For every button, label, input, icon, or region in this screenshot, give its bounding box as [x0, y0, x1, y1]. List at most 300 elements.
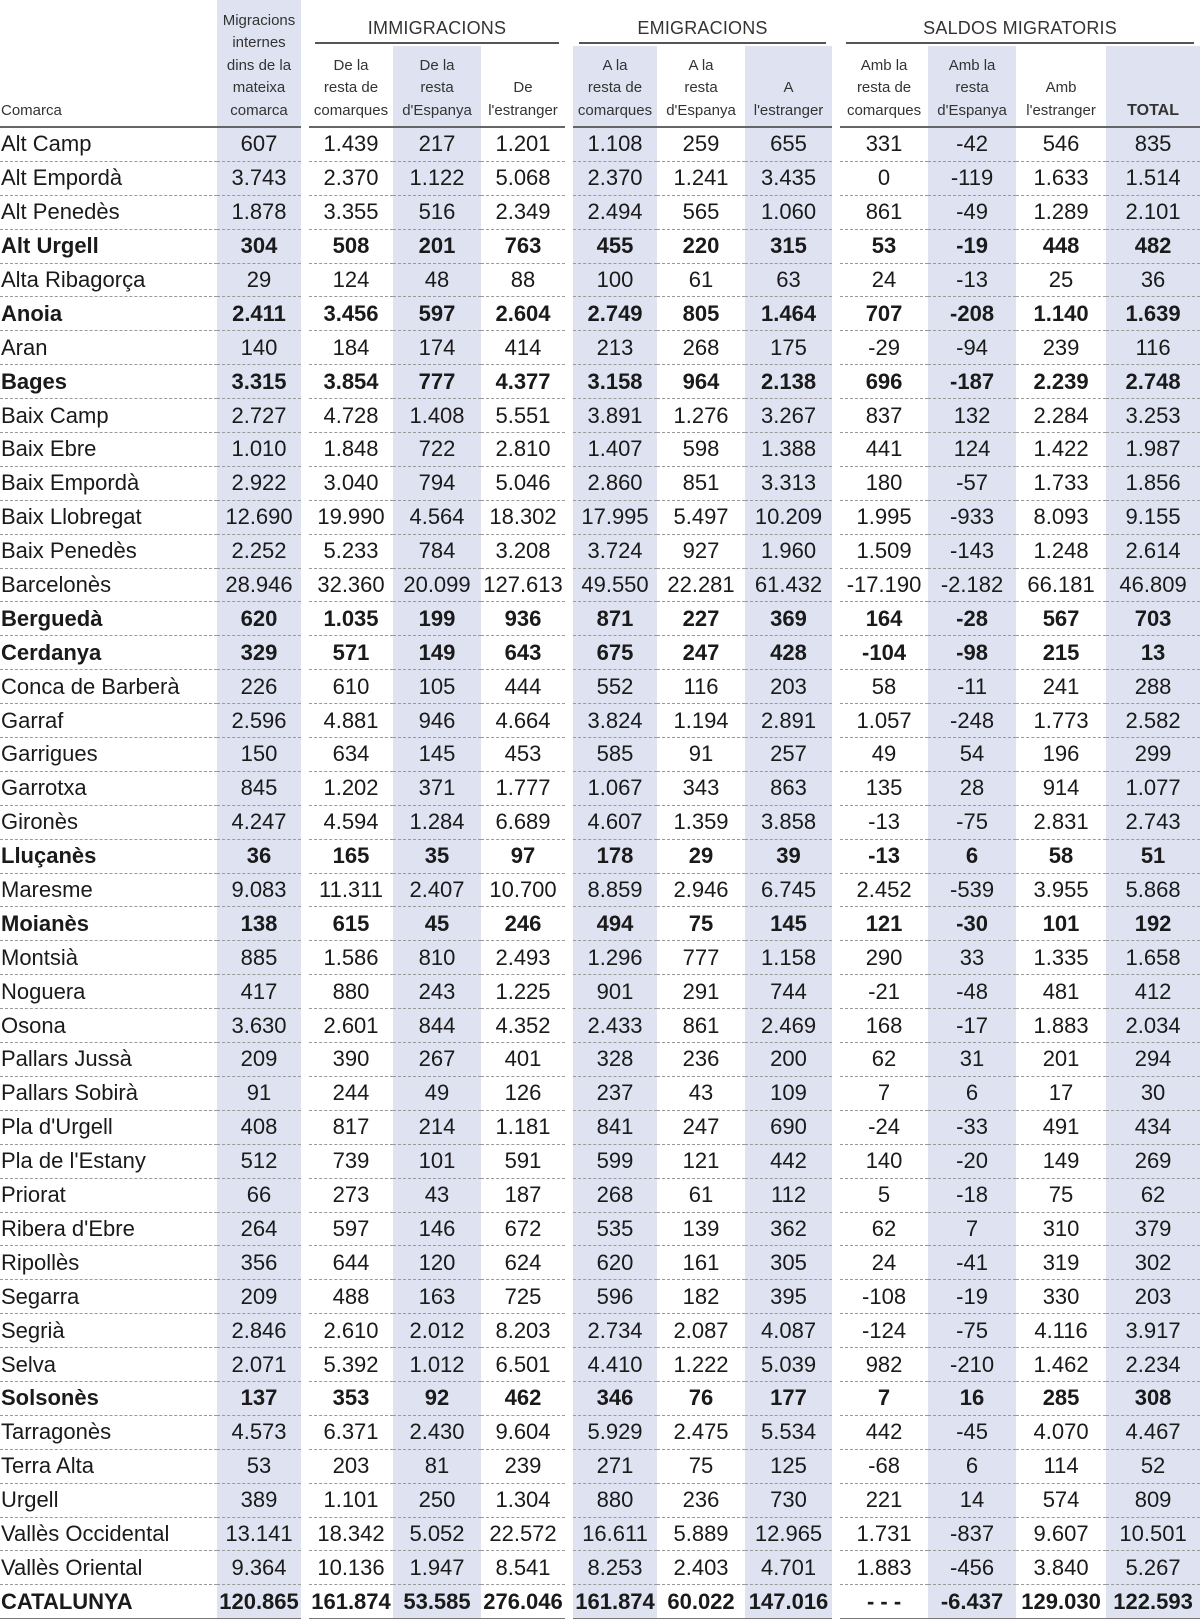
table-row: [0, 704, 1200, 738]
bal-comarques-header: [836, 46, 928, 126]
emi-to-abroad-cell: 175: [745, 331, 836, 365]
internal-migrations-cell: 329: [217, 636, 305, 670]
bal-total-cell: 3.917: [1106, 1314, 1200, 1348]
header-line: De la: [333, 56, 369, 74]
imm-from-comarques-cell: 3.040: [305, 466, 393, 500]
table-row: [0, 568, 1200, 602]
comarca-name: Urgell: [0, 1483, 217, 1517]
imm-from-spain-cell: 49: [393, 1076, 481, 1110]
bal-spain-cell: -13: [928, 263, 1016, 297]
header-line: resta: [684, 79, 718, 96]
bal-comarques-cell: 1.731: [836, 1517, 928, 1551]
bal-total-cell: 412: [1106, 975, 1200, 1009]
emi-to-abroad-cell: 744: [745, 975, 836, 1009]
bal-comarques-cell: 5: [836, 1178, 928, 1212]
bal-comarques-cell: 441: [836, 433, 928, 467]
header-line: Amb la: [948, 56, 996, 74]
bal-spain-cell: 6: [928, 1076, 1016, 1110]
comarca-name: Garrigues: [0, 738, 217, 772]
comarca-name: Vallès Occidental: [0, 1517, 217, 1551]
comarca-name: Baix Ebre: [0, 433, 217, 467]
bal-comarques-cell: 696: [836, 365, 928, 399]
emi-to-abroad-cell: 200: [745, 1043, 836, 1077]
bal-comarques-cell: 62: [836, 1212, 928, 1246]
imm-from-abroad-cell: 6.689: [481, 805, 569, 839]
table-row: [0, 1348, 1200, 1382]
bal-spain-cell: 7: [928, 1212, 1016, 1246]
comarca-name: Baix Penedès: [0, 534, 217, 568]
imm-from-comarques-cell: 3.456: [305, 297, 393, 331]
bal-spain-cell: -94: [928, 331, 1016, 365]
emi-to-spain-cell: 76: [657, 1381, 745, 1415]
table-row: [0, 941, 1200, 975]
imm-from-abroad-cell: 2.604: [481, 297, 569, 331]
emi-to-abroad-cell: 3.858: [745, 805, 836, 839]
imm-from-comarques-cell: 644: [305, 1246, 393, 1280]
imm-from-abroad-cell: 2.810: [481, 433, 569, 467]
internal-migrations-cell: 1.010: [217, 433, 305, 467]
imm-from-spain-cell: 2.407: [393, 873, 481, 907]
comarca-name: Aran: [0, 331, 217, 365]
comarca-name: Garrotxa: [0, 771, 217, 805]
emi-to-abroad-header: [745, 46, 836, 126]
internal-migrations-cell: 2.846: [217, 1314, 305, 1348]
header-line: Migracions: [222, 11, 296, 29]
bal-spain-cell: 6: [928, 839, 1016, 873]
bal-comarques-cell: 1.509: [836, 534, 928, 568]
table-row: [0, 534, 1200, 568]
emi-to-abroad-cell: 112: [745, 1178, 836, 1212]
comarca-name: Anoia: [0, 297, 217, 331]
imm-from-abroad-cell: 8.541: [481, 1551, 569, 1585]
internal-migrations-cell: 28.946: [217, 568, 305, 602]
bal-abroad-cell: 330: [1016, 1280, 1106, 1314]
emi-to-spain-cell: 851: [657, 466, 745, 500]
emi-to-comarques-cell: 3.891: [569, 399, 657, 433]
emi-to-spain-cell: 61: [657, 1178, 745, 1212]
internal-migrations-cell: 1.878: [217, 195, 305, 229]
emi-to-spain-cell: 2.475: [657, 1415, 745, 1449]
bal-total-cell: 122.593: [1106, 1585, 1200, 1619]
comarca-name: Moianès: [0, 907, 217, 941]
imm-from-spain-cell: 149: [393, 636, 481, 670]
bal-comarques-cell: 861: [836, 195, 928, 229]
internal-migrations-cell: 4.573: [217, 1415, 305, 1449]
bal-spain-cell: -75: [928, 1314, 1016, 1348]
imm-from-spain-cell: 217: [393, 127, 481, 161]
table-row: [0, 331, 1200, 365]
imm-from-spain-cell: 43: [393, 1178, 481, 1212]
header-line: comarca: [230, 101, 288, 119]
bal-comarques-cell: -21: [836, 975, 928, 1009]
table-row: [0, 365, 1200, 399]
bal-spain-cell: -41: [928, 1246, 1016, 1280]
internal-migrations-cell: 2.727: [217, 399, 305, 433]
imm-from-spain-cell: 810: [393, 941, 481, 975]
emi-to-spain-cell: 777: [657, 941, 745, 975]
emi-to-abroad-cell: 2.138: [745, 365, 836, 399]
bal-comarques-cell: 707: [836, 297, 928, 331]
emi-to-comarques-cell: 100: [569, 263, 657, 297]
emi-to-abroad-cell: 5.039: [745, 1348, 836, 1382]
imm-from-comarques-cell: 2.610: [305, 1314, 393, 1348]
imm-from-abroad-cell: 6.501: [481, 1348, 569, 1382]
bal-total-cell: 203: [1106, 1280, 1200, 1314]
comarca-name: Berguedà: [0, 602, 217, 636]
emi-to-comarques-cell: 49.550: [569, 568, 657, 602]
bal-abroad-cell: 2.239: [1016, 365, 1106, 399]
imm-from-comarques-cell: 11.311: [305, 873, 393, 907]
bal-spain-cell: -456: [928, 1551, 1016, 1585]
bal-abroad-cell: 285: [1016, 1381, 1106, 1415]
imm-from-abroad-cell: 444: [481, 670, 569, 704]
emi-to-comarques-cell: 271: [569, 1449, 657, 1483]
bal-total-cell: 2.034: [1106, 1009, 1200, 1043]
imm-from-comarques-cell: 4.881: [305, 704, 393, 738]
bal-abroad-cell: 574: [1016, 1483, 1106, 1517]
bal-comarques-cell: -13: [836, 839, 928, 873]
imm-from-abroad-cell: 2.349: [481, 195, 569, 229]
bal-spain-cell: -248: [928, 704, 1016, 738]
bal-comarques-cell: 24: [836, 1246, 928, 1280]
header-line: resta: [955, 79, 989, 96]
emi-to-comarques-cell: 2.494: [569, 195, 657, 229]
header-line: internes: [232, 34, 286, 51]
comarca-name: Selva: [0, 1348, 217, 1382]
bal-abroad-cell: 17: [1016, 1076, 1106, 1110]
bal-comarques-cell: 121: [836, 907, 928, 941]
imm-from-abroad-cell: 1.181: [481, 1110, 569, 1144]
emi-to-comarques-cell: 3.824: [569, 704, 657, 738]
emi-to-spain-cell: 139: [657, 1212, 745, 1246]
internal-migrations-header: [217, 0, 305, 126]
emi-to-abroad-cell: 305: [745, 1246, 836, 1280]
bal-abroad-cell: 1.462: [1016, 1348, 1106, 1382]
bal-abroad-cell: 58: [1016, 839, 1106, 873]
internal-migrations-cell: 304: [217, 229, 305, 263]
bal-comarques-cell: 442: [836, 1415, 928, 1449]
imm-from-comarques-cell: 1.586: [305, 941, 393, 975]
table-row: [0, 1043, 1200, 1077]
comarca-name: Ripollès: [0, 1246, 217, 1280]
bal-comarques-cell: 221: [836, 1483, 928, 1517]
bal-total-cell: 116: [1106, 331, 1200, 365]
table-row: [0, 1076, 1200, 1110]
imm-from-spain-cell: 2.012: [393, 1314, 481, 1348]
comarca-name: Priorat: [0, 1178, 217, 1212]
bal-spain-cell: 6: [928, 1449, 1016, 1483]
emi-to-comarques-cell: 178: [569, 839, 657, 873]
bal-total-cell: 5.868: [1106, 873, 1200, 907]
emi-to-spain-header: [657, 46, 745, 126]
imm-from-spain-cell: 146: [393, 1212, 481, 1246]
internal-migrations-cell: 66: [217, 1178, 305, 1212]
comarca-name: Pla de l'Estany: [0, 1144, 217, 1178]
internal-migrations-cell: 264: [217, 1212, 305, 1246]
imm-from-abroad-cell: 4.377: [481, 365, 569, 399]
bal-total-cell: 2.582: [1106, 704, 1200, 738]
bal-comarques-cell: 49: [836, 738, 928, 772]
emi-to-comarques-cell: 841: [569, 1110, 657, 1144]
comarca-name: Vallès Oriental: [0, 1551, 217, 1585]
imm-from-comarques-cell: 615: [305, 907, 393, 941]
emi-to-spain-cell: 75: [657, 1449, 745, 1483]
comarca-name: Baix Empordà: [0, 466, 217, 500]
bal-abroad-cell: 201: [1016, 1043, 1106, 1077]
emi-to-abroad-cell: 4.701: [745, 1551, 836, 1585]
emi-to-comarques-cell: 4.607: [569, 805, 657, 839]
table-body: [0, 127, 1200, 1619]
bal-abroad-cell: 2.284: [1016, 399, 1106, 433]
bal-total-cell: 4.467: [1106, 1415, 1200, 1449]
bal-spain-cell: -18: [928, 1178, 1016, 1212]
imm-from-comarques-header: [305, 46, 393, 126]
emi-to-abroad-cell: 5.534: [745, 1415, 836, 1449]
header-line: De: [513, 79, 533, 96]
table-row: [0, 127, 1200, 161]
bal-abroad-cell: 196: [1016, 738, 1106, 772]
imm-from-abroad-cell: 126: [481, 1076, 569, 1110]
emi-to-spain-cell: 5.497: [657, 500, 745, 534]
bal-total-cell: 703: [1106, 602, 1200, 636]
emi-to-comarques-cell: 675: [569, 636, 657, 670]
internal-migrations-cell: 389: [217, 1483, 305, 1517]
bal-total-cell: 2.748: [1106, 365, 1200, 399]
imm-from-comarques-cell: 3.854: [305, 365, 393, 399]
imm-from-spain-cell: 5.052: [393, 1517, 481, 1551]
emi-to-abroad-cell: 863: [745, 771, 836, 805]
emi-to-comarques-cell: 552: [569, 670, 657, 704]
imm-from-spain-cell: 105: [393, 670, 481, 704]
emi-to-spain-cell: 2.403: [657, 1551, 745, 1585]
emi-to-comarques-cell: 596: [569, 1280, 657, 1314]
emi-to-abroad-cell: 1.060: [745, 195, 836, 229]
bal-total-cell: 9.155: [1106, 500, 1200, 534]
bal-spain-cell: -187: [928, 365, 1016, 399]
imm-from-comarques-cell: 1.101: [305, 1483, 393, 1517]
internal-migrations-cell: 607: [217, 127, 305, 161]
emi-to-abroad-cell: 3.435: [745, 161, 836, 195]
comarca-name: Maresme: [0, 873, 217, 907]
bal-comarques-cell: 837: [836, 399, 928, 433]
imm-from-abroad-cell: 453: [481, 738, 569, 772]
imm-from-abroad-cell: 9.604: [481, 1415, 569, 1449]
internal-migrations-cell: 2.252: [217, 534, 305, 568]
imm-from-abroad-cell: 763: [481, 229, 569, 263]
bal-comarques-cell: -104: [836, 636, 928, 670]
table-row: [0, 500, 1200, 534]
emi-to-spain-cell: 861: [657, 1009, 745, 1043]
imm-from-spain-cell: 145: [393, 738, 481, 772]
emi-to-abroad-cell: 145: [745, 907, 836, 941]
imm-from-abroad-cell: 239: [481, 1449, 569, 1483]
imm-from-abroad-cell: 5.046: [481, 466, 569, 500]
comarca-name: Noguera: [0, 975, 217, 1009]
emi-to-comarques-cell: 585: [569, 738, 657, 772]
bal-spain-cell: -11: [928, 670, 1016, 704]
emi-to-abroad-cell: 690: [745, 1110, 836, 1144]
emi-to-comarques-cell: 2.734: [569, 1314, 657, 1348]
imm-from-spain-cell: 120: [393, 1246, 481, 1280]
imm-from-comarques-cell: 10.136: [305, 1551, 393, 1585]
table-row: [0, 1178, 1200, 1212]
emi-to-spain-cell: 236: [657, 1483, 745, 1517]
imm-from-abroad-cell: 127.613: [481, 568, 569, 602]
header-line: resta de: [587, 79, 643, 96]
bal-comarques-cell: 982: [836, 1348, 928, 1382]
total-row: [0, 1585, 1200, 1619]
bal-total-cell: 2.614: [1106, 534, 1200, 568]
internal-migrations-cell: 9.364: [217, 1551, 305, 1585]
emi-to-comarques-cell: 1.067: [569, 771, 657, 805]
bal-spain-cell: 33: [928, 941, 1016, 975]
bal-spain-cell: -6.437: [928, 1585, 1016, 1619]
imm-from-spain-cell: 163: [393, 1280, 481, 1314]
bal-total-cell: 299: [1106, 738, 1200, 772]
emi-to-abroad-cell: 1.388: [745, 433, 836, 467]
table-row: [0, 805, 1200, 839]
emi-to-comarques-cell: 1.108: [569, 127, 657, 161]
table-row: [0, 738, 1200, 772]
emi-to-spain-cell: 227: [657, 602, 745, 636]
comarca-name: Alt Penedès: [0, 195, 217, 229]
emi-to-comarques-cell: 17.995: [569, 500, 657, 534]
bal-spain-cell: -30: [928, 907, 1016, 941]
bal-comarques-cell: 290: [836, 941, 928, 975]
emi-to-abroad-cell: 369: [745, 602, 836, 636]
bal-abroad-cell: 310: [1016, 1212, 1106, 1246]
table-row: [0, 1144, 1200, 1178]
imm-from-abroad-cell: 462: [481, 1381, 569, 1415]
imm-from-abroad-cell: 10.700: [481, 873, 569, 907]
internal-migrations-cell: 885: [217, 941, 305, 975]
emi-to-spain-cell: 805: [657, 297, 745, 331]
imm-from-spain-cell: 199: [393, 602, 481, 636]
internal-migrations-cell: 12.690: [217, 500, 305, 534]
bal-total-cell: 10.501: [1106, 1517, 1200, 1551]
bal-total-cell: 36: [1106, 263, 1200, 297]
bal-abroad-cell: 3.840: [1016, 1551, 1106, 1585]
imm-from-spain-cell: 92: [393, 1381, 481, 1415]
imm-from-comarques-cell: 18.342: [305, 1517, 393, 1551]
bal-comarques-cell: 140: [836, 1144, 928, 1178]
imm-from-abroad-cell: 276.046: [481, 1585, 569, 1619]
internal-migrations-cell: 3.743: [217, 161, 305, 195]
emi-to-abroad-cell: 147.016: [745, 1585, 836, 1619]
imm-from-comarques-cell: 2.370: [305, 161, 393, 195]
header-line: Amb: [1045, 79, 1077, 96]
bal-comarques-cell: 1.995: [836, 500, 928, 534]
bal-total-cell: 2.234: [1106, 1348, 1200, 1382]
imm-from-spain-cell: 267: [393, 1043, 481, 1077]
imm-from-comarques-cell: 19.990: [305, 500, 393, 534]
bal-spain-cell: -539: [928, 873, 1016, 907]
internal-migrations-cell: 2.071: [217, 1348, 305, 1382]
emi-to-abroad-cell: 2.891: [745, 704, 836, 738]
internal-migrations-cell: 140: [217, 331, 305, 365]
header-line: d'Espanya: [666, 101, 736, 119]
bal-spain-cell: 54: [928, 738, 1016, 772]
imm-from-spain-cell: 1.408: [393, 399, 481, 433]
bal-total-cell: 51: [1106, 839, 1200, 873]
header-line: Amb la: [860, 56, 908, 74]
internal-migrations-cell: 3.630: [217, 1009, 305, 1043]
bal-spain-cell: -57: [928, 466, 1016, 500]
bal-comarques-cell: -124: [836, 1314, 928, 1348]
table-row: [0, 229, 1200, 263]
bal-spain-cell: -933: [928, 500, 1016, 534]
balances-group-header: SALDOS MIGRATORIS: [836, 0, 1200, 46]
table-row: [0, 975, 1200, 1009]
table-row: [0, 771, 1200, 805]
emi-to-spain-cell: 61: [657, 263, 745, 297]
bal-abroad-cell: 1.335: [1016, 941, 1106, 975]
imm-from-abroad-cell: 246: [481, 907, 569, 941]
table-row: [0, 1212, 1200, 1246]
bal-abroad-cell: 491: [1016, 1110, 1106, 1144]
imm-from-spain-cell: 45: [393, 907, 481, 941]
internal-migrations-cell: 2.596: [217, 704, 305, 738]
imm-from-spain-cell: 597: [393, 297, 481, 331]
bal-total-cell: 308: [1106, 1381, 1200, 1415]
emi-to-comarques-cell: 346: [569, 1381, 657, 1415]
emi-to-spain-cell: 43: [657, 1076, 745, 1110]
comarca-name: Cerdanya: [0, 636, 217, 670]
bal-abroad-cell: 319: [1016, 1246, 1106, 1280]
header-line: De la: [419, 56, 455, 74]
emi-to-comarques-cell: 620: [569, 1246, 657, 1280]
emi-to-spain-cell: 236: [657, 1043, 745, 1077]
internal-migrations-cell: 36: [217, 839, 305, 873]
imm-from-comarques-cell: 1.439: [305, 127, 393, 161]
emi-to-comarques-cell: 161.874: [569, 1585, 657, 1619]
imm-from-abroad-cell: 4.664: [481, 704, 569, 738]
bal-abroad-cell: 1.248: [1016, 534, 1106, 568]
comarca-name: Alta Ribagorça: [0, 263, 217, 297]
header-line: l'estranger: [1026, 101, 1096, 119]
table-row: [0, 297, 1200, 331]
bal-abroad-cell: 8.093: [1016, 500, 1106, 534]
bal-comarques-cell: 1.057: [836, 704, 928, 738]
bal-comarques-cell: 164: [836, 602, 928, 636]
imm-from-abroad-header: [481, 46, 569, 126]
bal-total-cell: 379: [1106, 1212, 1200, 1246]
bal-comarques-cell: -13: [836, 805, 928, 839]
comarca-name: Baix Camp: [0, 399, 217, 433]
imm-from-abroad-cell: 187: [481, 1178, 569, 1212]
bal-spain-cell: -28: [928, 602, 1016, 636]
bal-total-cell: 434: [1106, 1110, 1200, 1144]
bal-total-cell: 302: [1106, 1246, 1200, 1280]
bal-spain-cell: 14: [928, 1483, 1016, 1517]
comarca-name: Garraf: [0, 704, 217, 738]
internal-migrations-cell: 120.865: [217, 1585, 305, 1619]
imm-from-comarques-cell: 161.874: [305, 1585, 393, 1619]
bal-spain-cell: -45: [928, 1415, 1016, 1449]
emi-to-spain-cell: 1.241: [657, 161, 745, 195]
bal-comarques-cell: 135: [836, 771, 928, 805]
table-row: [0, 1110, 1200, 1144]
internal-migrations-cell: 2.411: [217, 297, 305, 331]
emi-to-spain-cell: 29: [657, 839, 745, 873]
comarca-name: Montsià: [0, 941, 217, 975]
imm-from-comarques-cell: 32.360: [305, 568, 393, 602]
bal-spain-cell: -19: [928, 229, 1016, 263]
bal-abroad-cell: 481: [1016, 975, 1106, 1009]
comarca-name: Ribera d'Ebre: [0, 1212, 217, 1246]
emi-to-comarques-cell: 8.859: [569, 873, 657, 907]
header-line: A la: [688, 56, 714, 74]
